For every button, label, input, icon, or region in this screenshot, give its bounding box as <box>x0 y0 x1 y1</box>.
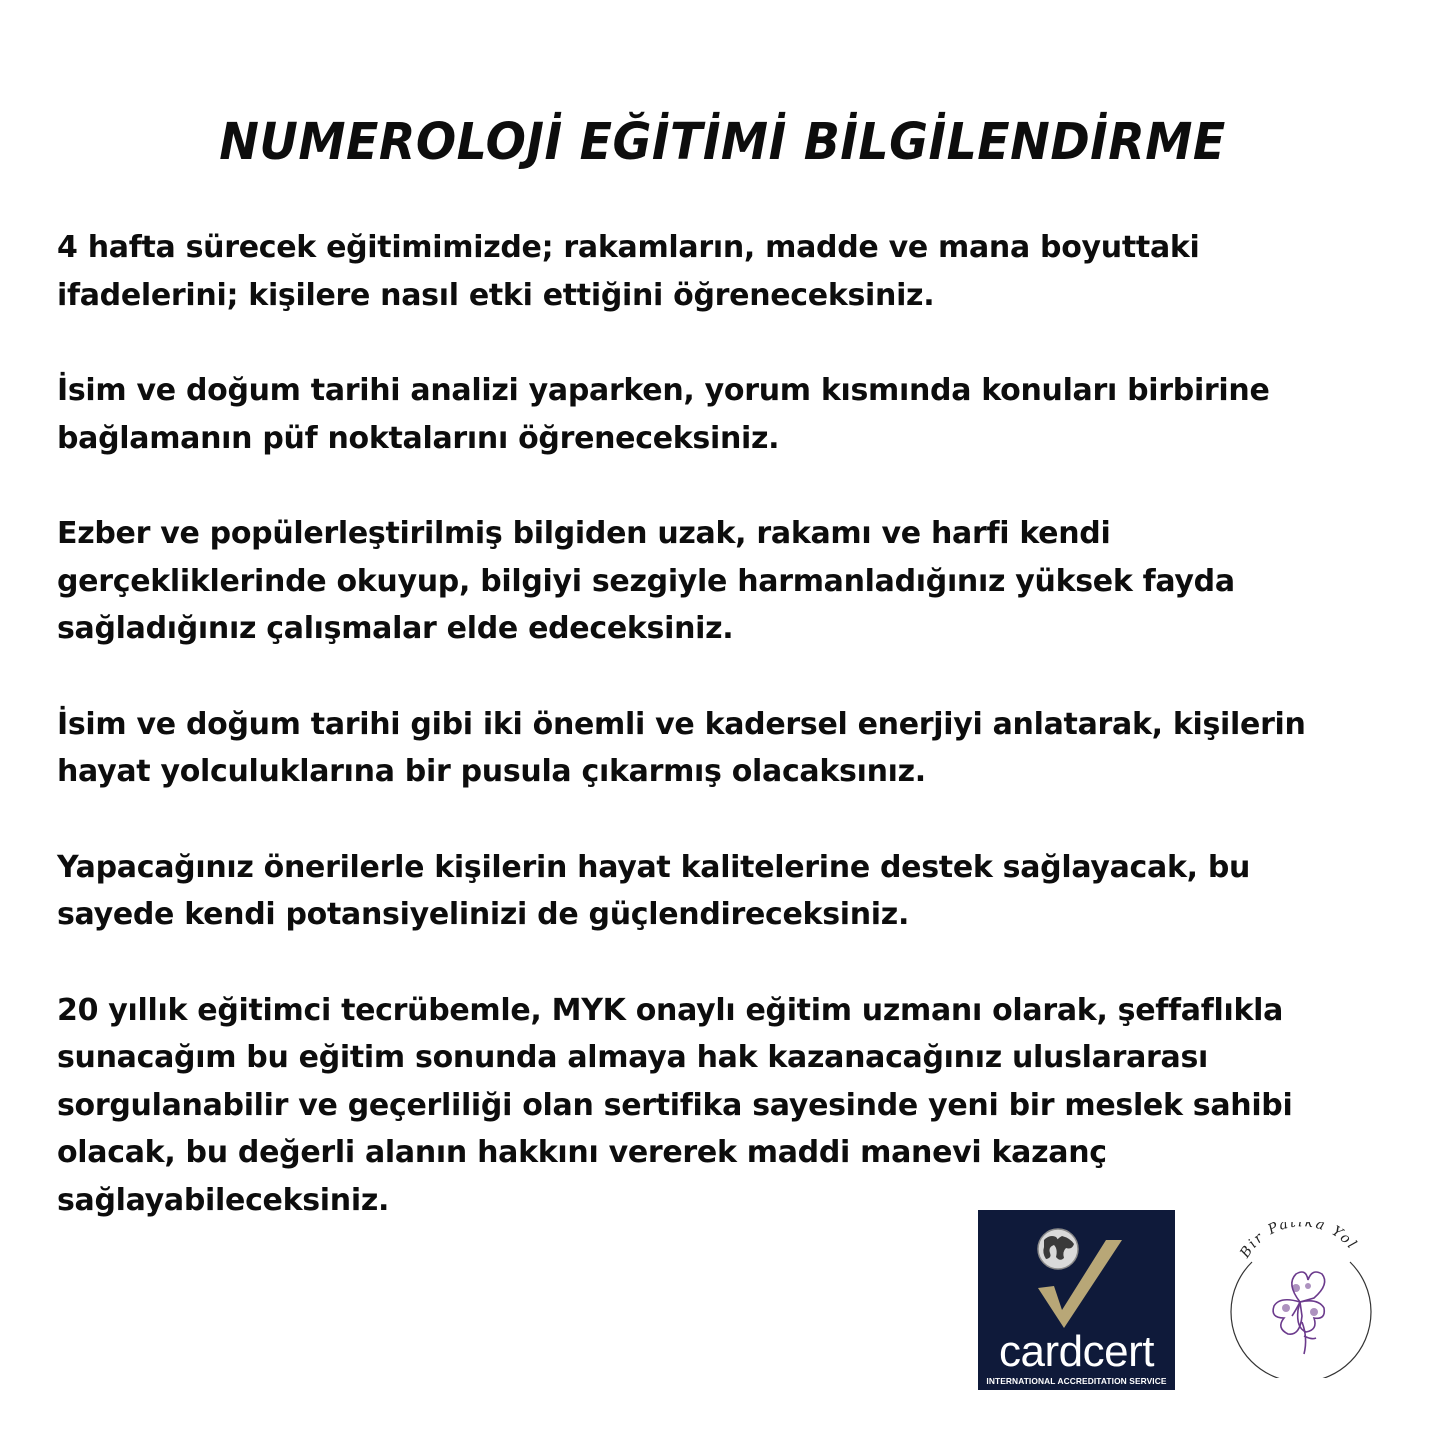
paragraph-line: İsim ve doğum tarihi analizi yaparken, yorum kısmında konuları birbirine <box>57 373 1270 408</box>
cardcert-name: cardcert <box>999 1327 1154 1376</box>
paragraph-2 <box>57 367 1397 462</box>
paragraph-line: sunacağım bu eğitim sonunda almaya hak kazanacağınız uluslararası <box>57 1040 1208 1075</box>
paragraph-line: sağlayabileceksiniz. <box>57 1182 390 1218</box>
paragraph-line: hayat yolculuklarına bir pusula çıkarmış olacaksınız. <box>57 754 926 789</box>
paragraph-line: ifadelerini; kişilere nasıl etki ettiğini öğreneceksiniz. <box>57 277 935 313</box>
paragraph-5 <box>57 844 1397 939</box>
page-title: NUMEROLOJİ EĞİTİMİ BİLGİLENDİRME <box>219 113 1226 172</box>
paragraph-line: gerçekliklerinde okuyup, bilgiyi sezgiyle harmanladığınız yüksek fayda <box>57 563 1235 599</box>
globe-icon <box>1038 1229 1078 1269</box>
bir-patika-yol-logo <box>1222 1222 1378 1378</box>
paragraph-line: 4 hafta sürecek eğitimimizde; rakamların, madde ve mana boyuttaki <box>57 230 1200 265</box>
paragraph-line: 20 yıllık eğitimci tecrübemle, MYK onaylı eğitim uzmanı olarak, şeffaflıkla <box>57 992 1284 1028</box>
paragraph-4 <box>57 701 1397 796</box>
svg-text:Bir Patika Yol <box>1237 1222 1361 1262</box>
paragraph-line: olacak, bu değerli alanın hakkını vererek maddi manevi kazanç <box>57 1135 1107 1170</box>
patika-mark <box>1222 1222 1378 1378</box>
paragraph-line: sayede kendi potansiyelinizi de güçlendireceksiniz. <box>57 897 910 932</box>
paragraph-6 <box>57 987 1397 1225</box>
paragraph-3 <box>57 510 1397 653</box>
body-text <box>57 224 1397 1272</box>
cardcert-logo <box>978 1210 1175 1390</box>
paragraph-line: bağlamanın püf noktalarını öğreneceksiniz. <box>57 420 780 456</box>
paragraph-line: sağladığınız çalışmalar elde edeceksiniz. <box>57 611 734 646</box>
paragraph-1 <box>57 224 1397 319</box>
paragraph-line: İsim ve doğum tarihi gibi iki önemli ve kadersel enerjiyi anlatarak, kişilerin <box>57 706 1306 742</box>
cardcert-tagline: INTERNATIONAL ACCREDITATION SERVICE <box>986 1376 1167 1386</box>
paragraph-line: sorgulanabilir ve geçerliliği olan sertifika sayesinde yeni bir meslek sahibi <box>57 1087 1293 1123</box>
paragraph-line: Ezber ve popülerleştirilmiş bilgiden uzak, rakamı ve harfi kendi <box>57 516 1111 551</box>
patika-text: Bir Patika Yol <box>1237 1222 1361 1261</box>
paragraph-line: Yapacağınız önerilerle kişilerin hayat kalitelerine destek sağlayacak, bu <box>57 849 1251 885</box>
